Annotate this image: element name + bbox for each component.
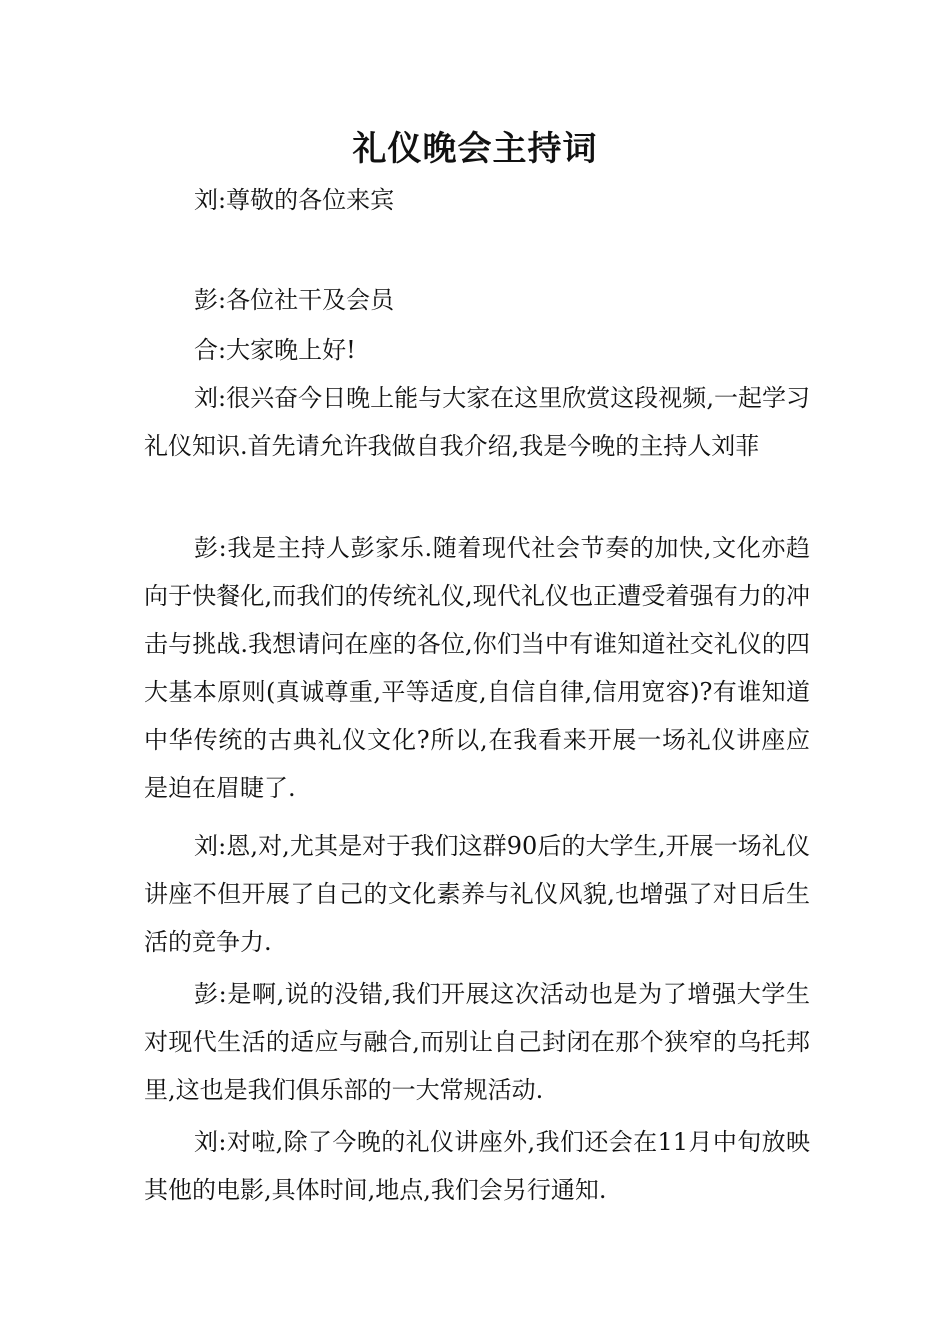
paragraph-together-greeting: 合:大家晚上好! <box>194 336 356 364</box>
paragraph-liu-notice: 刘:对啦,除了今晚的礼仪讲座外,我们还会在11月中旬放映其他的电影,具体时间,地点,我们会另行通知. <box>144 1128 810 1204</box>
paragraph-peng-greeting: 彭:各位社干及会员 <box>194 286 395 314</box>
paragraph-liu-intro: 刘:很兴奋今日晚上能与大家在这里欣赏这段视频,一起学习礼仪知识.首先请允许我做自我介绍,我是今晚的主持人刘菲 <box>144 384 810 460</box>
paragraph-peng-response: 彭:是啊,说的没错,我们开展这次活动也是为了增强大学生对现代生活的适应与融合,而别让自己封闭在那个狭窄的乌托邦里,这也是我们俱乐部的一大常规活动. <box>144 980 810 1104</box>
document-title: 礼仪晚会主持词 <box>352 129 598 169</box>
paragraph-peng-intro: 彭:我是主持人彭家乐.随着现代社会节奏的加快,文化亦趋向于快餐化,而我们的传统礼仪,现代礼仪也正遭受着强有力的冲击与挑战.我想请问在座的各位,你们当中有谁知道社交礼仪的四大基本原则(真诚尊重,平等适度,自信自律,信用宽容)?有谁知道中华传统的古典礼仪文化?所以,在我看来开展一场礼仪讲座应是迫在眉睫了. <box>144 534 810 802</box>
paragraph-liu-greeting: 刘:尊敬的各位来宾 <box>194 186 395 214</box>
paragraph-liu-response: 刘:恩,对,尤其是对于我们这群90后的大学生,开展一场礼仪讲座不但开展了自己的文化素养与礼仪风貌,也增强了对日后生活的竞争力. <box>144 832 810 956</box>
